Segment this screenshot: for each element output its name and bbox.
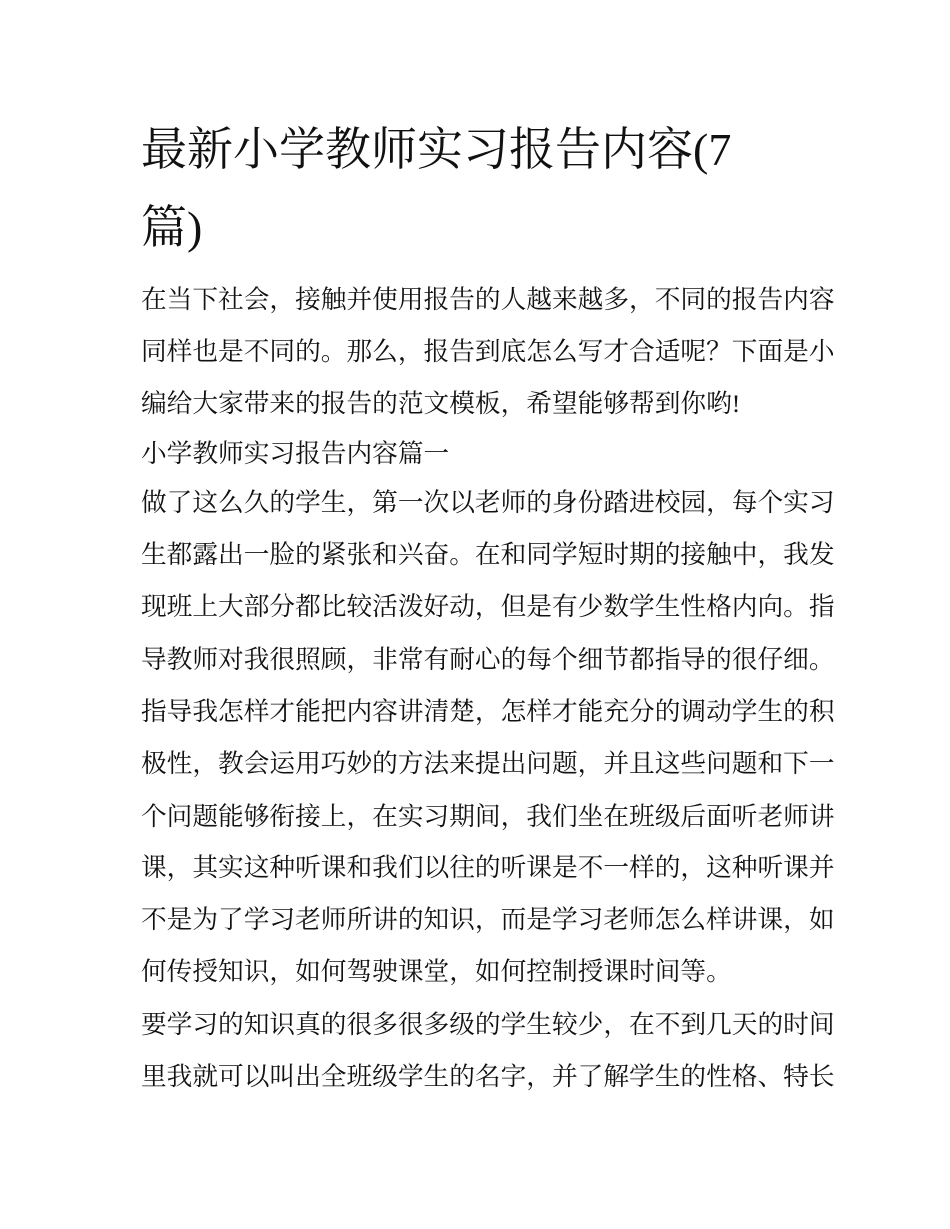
section-heading: 小学教师实习报告内容篇一 [141, 439, 450, 468]
document-title-line-2: 篇) [141, 202, 203, 253]
paragraph-line: 现班上大部分都比较活泼好动，但是有少数学生性格内向。指 [141, 592, 835, 621]
paragraph-line: 做了这么久的学生，第一次以老师的身份踏进校园，每个实习 [141, 488, 835, 517]
paragraph-line: 要学习的知识真的很多很多级的学生较少，在不到几天的时间 [141, 1010, 835, 1039]
intro-line: 在当下社会，接触并使用报告的人越来越多，不同的报告内容 [141, 285, 835, 314]
document-title-line-1: 最新小学教师实习报告内容(7 [141, 124, 732, 175]
paragraph-line: 极性，教会运用巧妙的方法来提出问题，并且这些问题和下一 [141, 749, 835, 778]
paragraph-line: 生都露出一脸的紧张和兴奋。在和同学短时期的接触中，我发 [141, 540, 835, 569]
paragraph-line: 里我就可以叫出全班级学生的名字，并了解学生的性格、特长 [141, 1062, 835, 1091]
paragraph-line: 个问题能够衔接上，在实习期间，我们坐在班级后面听老师讲 [141, 802, 835, 831]
intro-line: 编给大家带来的报告的范文模板，希望能够帮到你哟! [141, 389, 741, 418]
paragraph-line: 指导我怎样才能把内容讲清楚，怎样才能充分的调动学生的积 [141, 697, 835, 726]
intro-line: 同样也是不同的。那么，报告到底怎么写才合适呢？下面是小 [141, 337, 835, 366]
paragraph-line: 课，其实这种听课和我们以往的听课是不一样的，这种听课并 [141, 853, 835, 882]
paragraph-line: 何传授知识，如何驾驶课堂，如何控制授课时间等。 [141, 957, 732, 986]
paragraph-line: 不是为了学习老师所讲的知识，而是学习老师怎么样讲课，如 [141, 905, 835, 934]
paragraph-line: 导教师对我很照顾，非常有耐心的每个细节都指导的很仔细。 [141, 645, 835, 674]
